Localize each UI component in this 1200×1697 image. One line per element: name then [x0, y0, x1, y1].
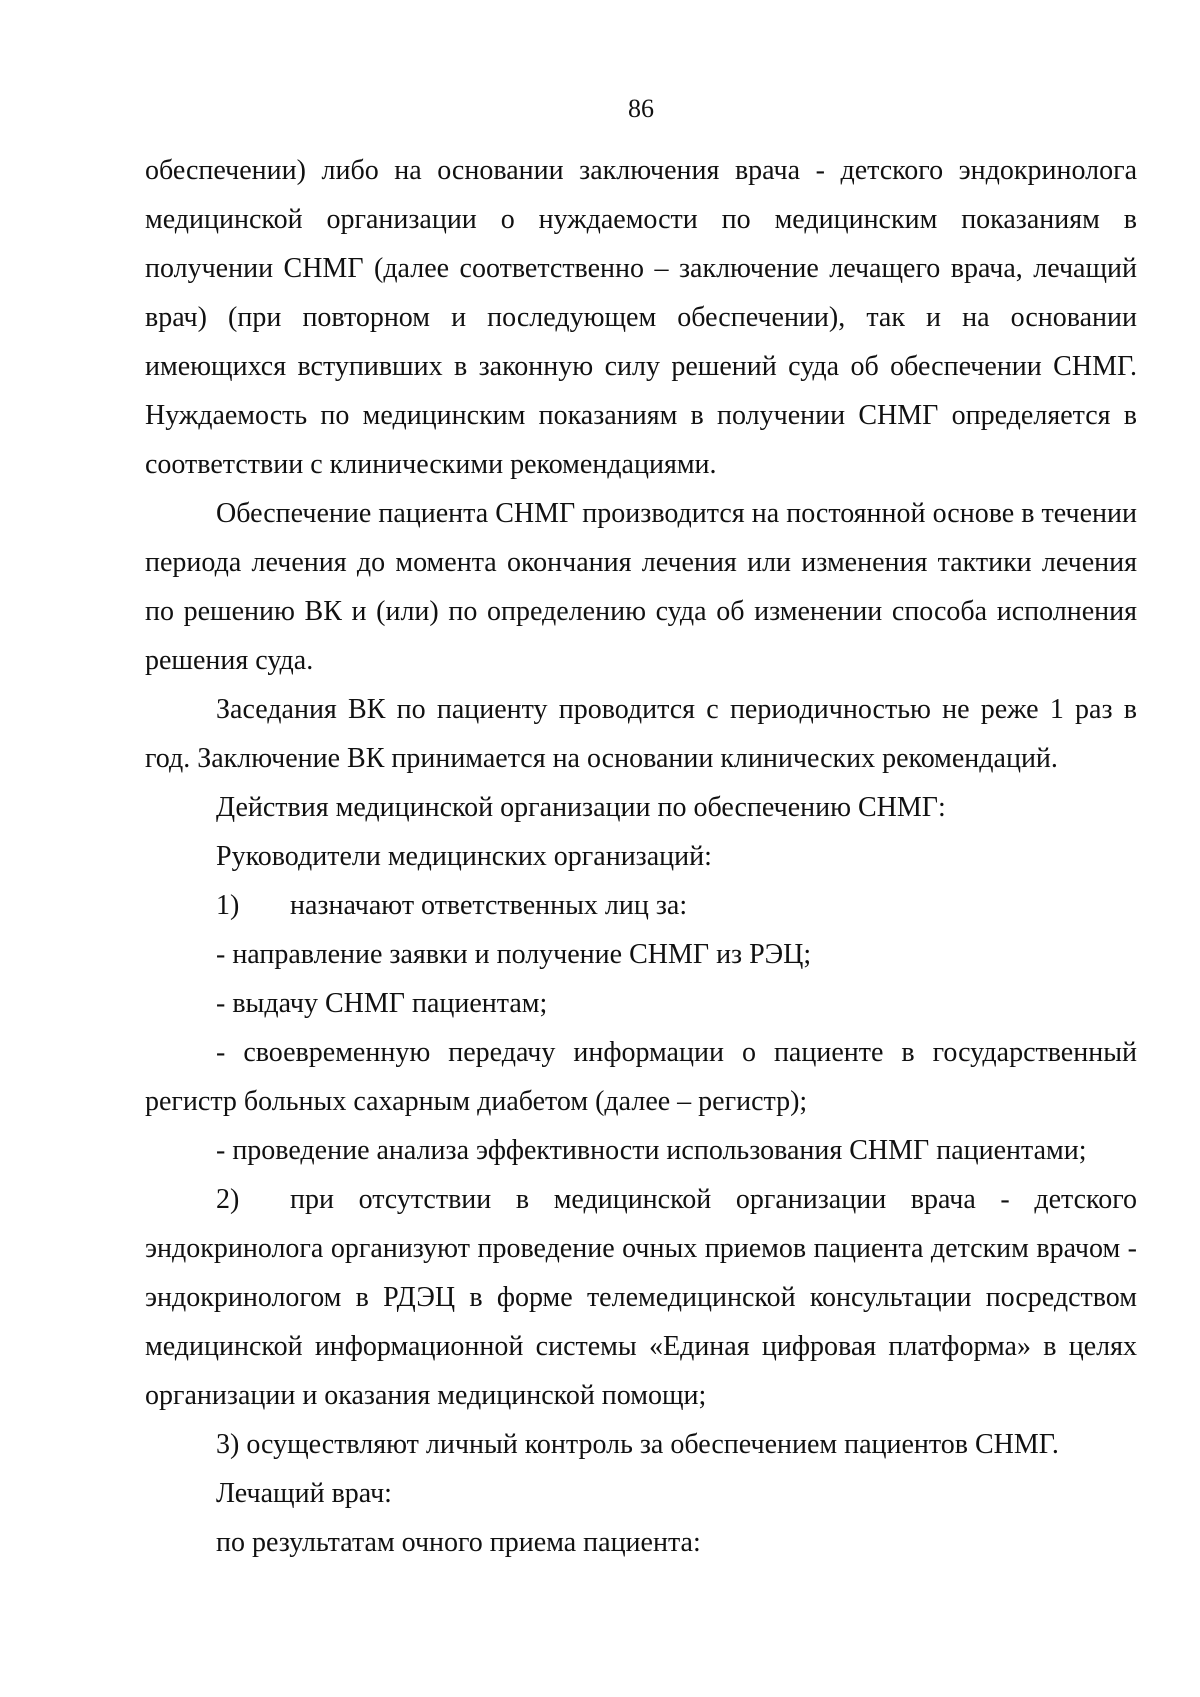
page-number: 86: [628, 94, 654, 123]
list-item-2: [145, 1175, 1137, 1420]
list-item-number: 1): [216, 890, 240, 921]
paragraph-vk-meetings: Заседания ВК по пациенту проводится с периодичностью не реже 1 раз в год. Заключение ВК принимается на основании клинических рекомендаций.: [145, 694, 1137, 774]
paragraph-heads-heading: Руководители медицинских организаций:: [216, 841, 712, 872]
paragraph-continuation: обеспечении) либо на основании заключения врача - детского эндокринолога медицинской организации о нуждаемости по медицинским показаниям в получении СНМГ (далее соответственно – заключение лечащего врача, лечащий врач) (при повторном и последующем обеспечении), так и на основании имеющихся вступивших в законную силу решений суда об обеспечении СНМГ. Нуждаемость по медицинским показаниям в получении СНМГ определяется в соответствии с клиническими рекомендациями.: [145, 155, 1137, 480]
list-item-text: назначают ответственных лиц за:: [290, 890, 688, 921]
paragraph-attending-doctor: Лечащий врач:: [216, 1478, 392, 1509]
dash-item-analysis: - проведение анализа эффективности использования СНМГ пациентами;: [216, 1135, 1087, 1166]
paragraph-visit-results: по результатам очного приема пациента:: [216, 1527, 701, 1558]
list-item-text: при отсутствии в медицинской организации врача - детского эндокринолога организуют проведение очных приемов пациента детским врачом - эндокринологом в РДЭЦ в форме телемедицинской консультации посредством медицинской информационной системы «Единая цифровая платформа» в целях организации и оказания медицинской помощи;: [145, 1184, 1137, 1411]
paragraph-actions-heading: Действия медицинской организации по обеспечению СНМГ:: [216, 792, 946, 823]
list-item-1: [145, 881, 1137, 930]
document-body: [145, 146, 1137, 1567]
dash-item-issue: - выдачу СНМГ пациентам;: [216, 988, 548, 1019]
list-item-number: 2): [216, 1184, 240, 1215]
paragraph-provision: Обеспечение пациента СНМГ производится на постоянной основе в течении периода лечения до момента окончания лечения или изменения тактики лечения по решению ВК и (или) по определению суда об изменении способа исполнения решения суда.: [145, 498, 1137, 676]
dash-item-application: - направление заявки и получение СНМГ из РЭЦ;: [216, 939, 812, 970]
list-item-3: 3) осуществляют личный контроль за обеспечением пациентов СНМГ.: [216, 1429, 1059, 1460]
dash-item-registry: - своевременную передачу информации о пациенте в государственный регистр больных сахарным диабетом (далее – регистр);: [145, 1037, 1137, 1117]
